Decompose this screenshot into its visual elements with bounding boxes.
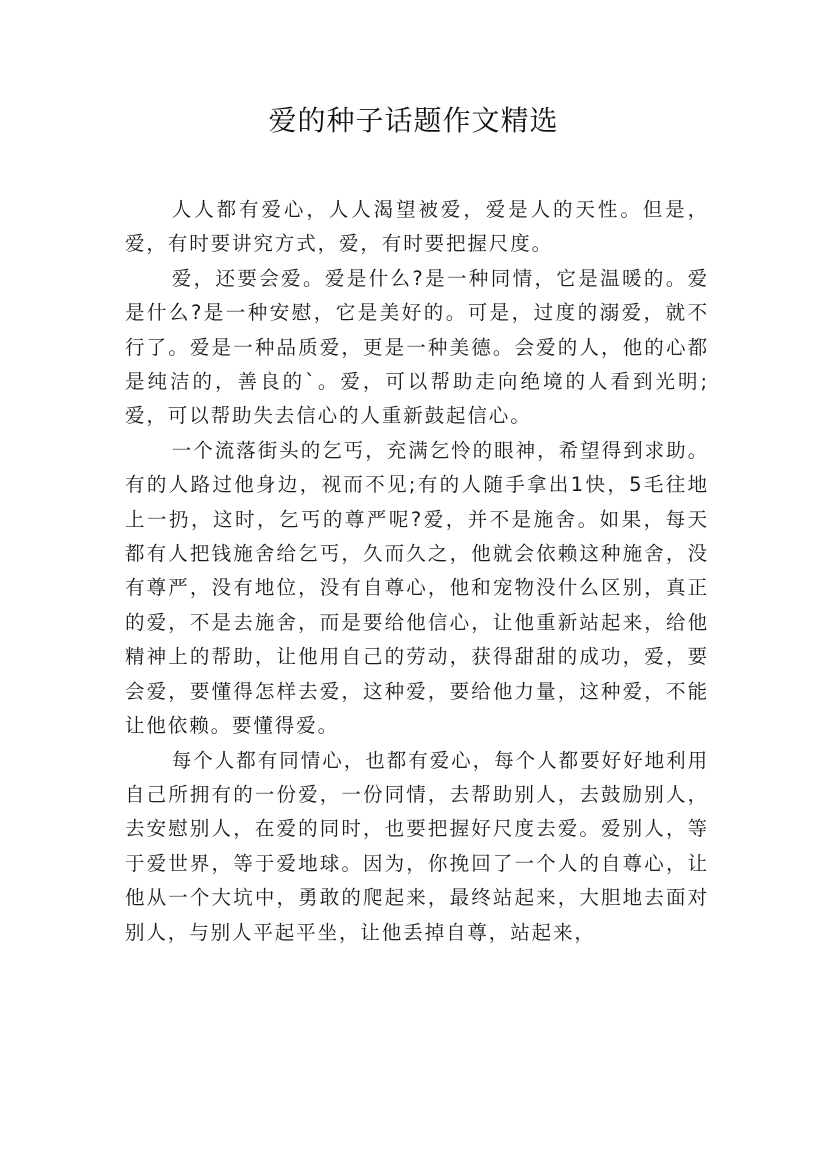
page-title: 爱的种子话题作文精选 (268, 104, 559, 137)
article-body (125, 193, 709, 950)
paragraph-3: 一个流落街头的乞丐，充满乞怜的眼神，希望得到求助。有的人路过他身边，视而不见;有的人随手拿出1快，5毛往地上一扔，这时，乞丐的尊严呢?爱，并不是施舍。如果，每天都有人把钱施舍给乞丐，久而久之，他就会依赖这种施舍，没有尊严，没有地位，没有自尊心，他和宠物没什么区别，真正的爱，不是去施舍，而是要给他信心，让他重新站起来，给他精神上的帮助，让他用自己的劳动，获得甜甜的成功，爱，要会爱，要懂得怎样去爱，这种爱，要给他力量，这种爱，不能让他依赖。要懂得爱。 (125, 438, 709, 738)
paragraph-4: 每个人都有同情心，也都有爱心，每个人都要好好地利用自己所拥有的一份爱，一份同情，去帮助别人，去鼓励别人，去安慰别人，在爱的同时，也要把握好尺度去爱。爱别人，等于爱世界，等于爱地球。因为，你挽回了一个人的自尊心，让他从一个大坑中，勇敢的爬起来，最终站起来，大胆地去面对别人，与别人平起平坐，让他丢掉自尊，站起来， (125, 748, 709, 944)
paragraph-2: 爱，还要会爱。爱是什么?是一种同情，它是温暖的。爱是什么?是一种安慰，它是美好的。可是，过度的溺爱，就不行了。爱是一种品质爱，更是一种美德。会爱的人，他的心都是纯洁的，善良的`。爱，可以帮助走向绝境的人看到光明;爱，可以帮助失去信心的人重新鼓起信心。 (125, 266, 709, 428)
paragraph-1: 人人都有爱心，人人渴望被爱，爱是人的天性。但是，爱，有时要讲究方式，爱，有时要把握尺度。 (125, 198, 709, 256)
